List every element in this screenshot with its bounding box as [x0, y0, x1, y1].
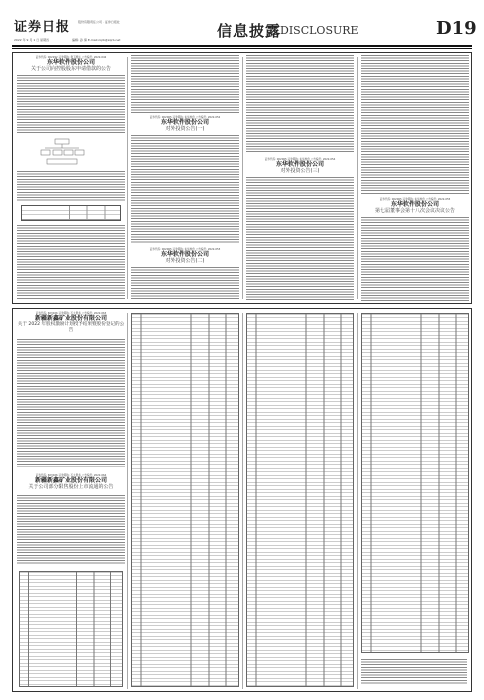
body-text	[131, 135, 239, 243]
column-1	[17, 55, 125, 301]
disclosure-panel-bottom	[12, 308, 472, 692]
masthead-meta-line: 股份有限责任公司 · 证券日报社	[78, 20, 120, 24]
column-divider	[127, 313, 128, 689]
holder-table	[361, 313, 469, 653]
header-rule	[12, 45, 472, 47]
stock-code-line: 证券代码: 603026 证券简称: 石大胜华 公告编号: 2022-063	[35, 312, 107, 315]
editor-contact: 编辑: 孙 倩 E-mail:zqrb@zqrb.net	[72, 38, 121, 42]
announcement-title: 关于公司向控股股东申请借款的公告	[30, 66, 111, 72]
column-divider	[242, 57, 243, 299]
body-text	[17, 75, 125, 135]
structure-diagram	[39, 138, 85, 168]
data-table	[21, 205, 121, 221]
body-text	[131, 55, 239, 113]
section-title: 信息披露	[217, 22, 282, 40]
announcement-title: 关于 2022 年股权激励计划授予结果暨股份登记的公告	[17, 322, 125, 333]
stock-code-line: 证券代码: 002065 证券简称: 东华软件 公告编号: 2022-052	[149, 116, 221, 119]
article-header	[361, 197, 469, 214]
article-header	[17, 473, 125, 490]
company-name: 东华软件股份公司	[390, 201, 439, 208]
column-divider	[127, 57, 128, 299]
header-rule-thin	[12, 48, 472, 49]
issue-date: 2022 年 9 月 1 日 星期四	[14, 38, 50, 42]
company-name: 东华软件股份公司	[160, 119, 209, 126]
column-2	[131, 55, 239, 301]
announcement-title: 第七届董事会第十八次会议决议公告	[374, 208, 455, 214]
column-4	[361, 55, 469, 301]
article-header	[131, 115, 239, 132]
company-name: 新疆新鑫矿业股份有限公司	[34, 477, 107, 484]
newspaper-logo: 证券日报	[14, 20, 71, 35]
body-text	[361, 55, 469, 195]
holder-table	[246, 313, 354, 687]
article-header	[246, 157, 354, 174]
body-text	[17, 495, 125, 565]
page-number: D19	[436, 18, 477, 39]
holder-table	[19, 571, 123, 687]
stock-code-line: 证券代码: 603026 证券简称: 石大胜华 公告编号: 2022-064	[35, 474, 107, 477]
column-divider	[242, 313, 243, 689]
stock-code-line: 证券代码: 002065 证券简称: 东华软件 公告编号: 2022-053	[149, 248, 221, 251]
body-text	[361, 659, 467, 685]
announcement-title: 对外投资公告(三)	[280, 168, 320, 174]
body-text	[361, 217, 469, 301]
body-text	[246, 177, 354, 301]
company-name: 新疆新鑫矿业股份有限公司	[34, 315, 107, 322]
company-name: 东华软件股份公司	[275, 161, 324, 168]
body-text	[131, 267, 239, 301]
column-divider	[357, 313, 358, 689]
body-text	[17, 171, 125, 201]
article-header	[17, 55, 125, 72]
body-text	[17, 225, 125, 299]
announcement-title: 对外投资公告(二)	[165, 258, 205, 264]
column-1	[17, 311, 125, 689]
section-title-english: DISCLOSURE	[280, 24, 359, 37]
announcement-title: 关于公司部分限售股份上市流通的公告	[28, 484, 114, 490]
masthead	[12, 14, 477, 46]
body-text	[246, 55, 354, 153]
stock-code-line: 证券代码: 002065 证券简称: 东华软件 公告编号: 2022-054	[264, 158, 336, 161]
column-3	[246, 55, 354, 301]
article-header	[17, 311, 125, 333]
announcement-title: 对外投资公告(一)	[165, 126, 205, 132]
company-name: 东华软件股份公司	[160, 251, 209, 258]
column-divider	[357, 57, 358, 299]
disclosure-panel-top	[12, 52, 472, 304]
company-name: 东华软件股份公司	[46, 59, 95, 66]
holder-table	[131, 313, 239, 687]
article-header	[131, 247, 239, 264]
body-text	[17, 339, 125, 467]
stock-code-line: 证券代码: 002292 证券简称: 奥飞娱乐 公告编号: 2022-042	[35, 56, 107, 59]
stock-code-line: 证券代码: 002065 证券简称: 东华软件 公告编号: 2022-055	[379, 198, 451, 201]
